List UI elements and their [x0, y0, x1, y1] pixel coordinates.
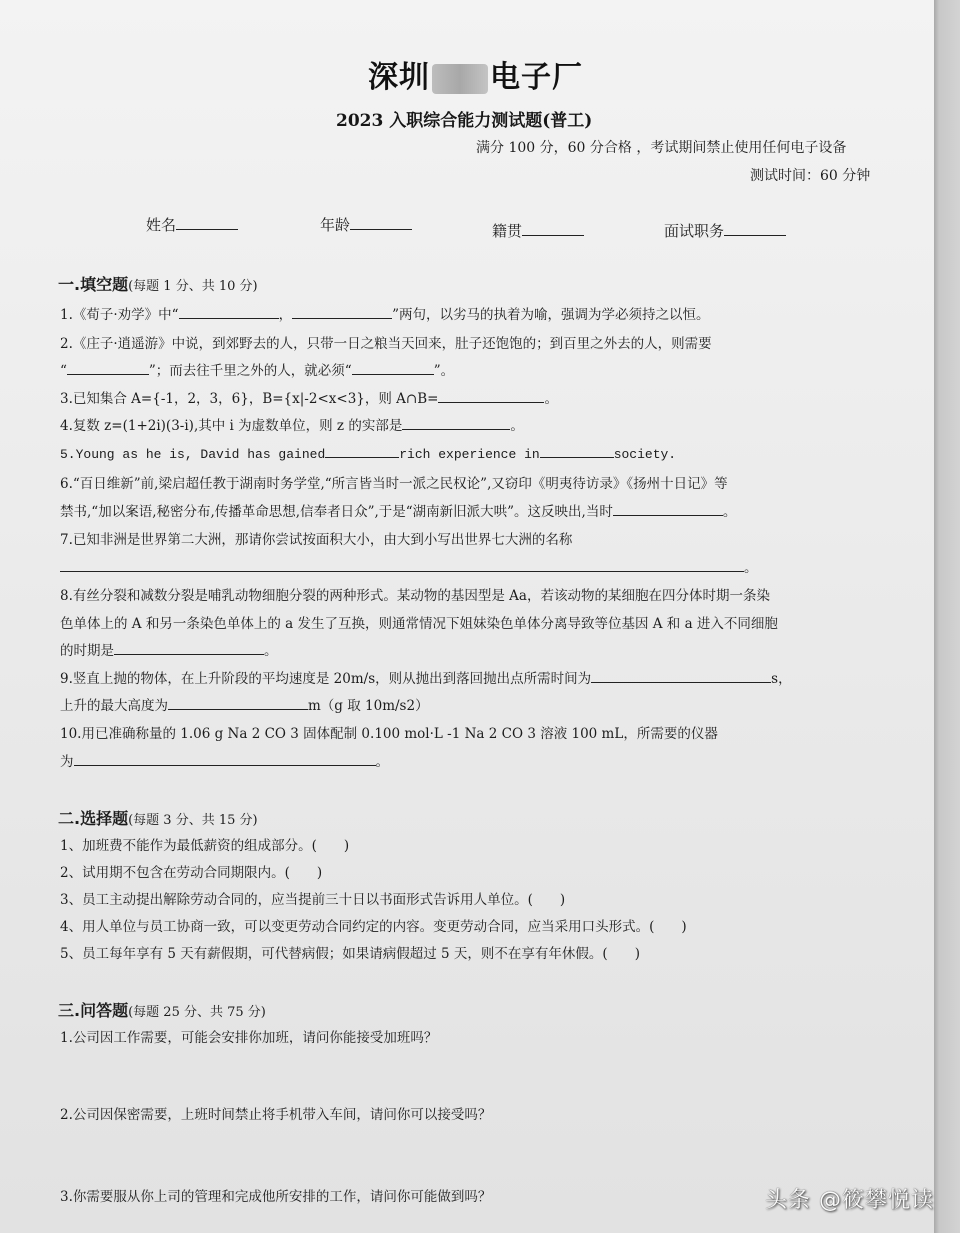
choice-question-2[interactable]: 2、试用期不包含在劳动合同期限内。( ) [60, 865, 323, 881]
company-name-suffix: 电子厂 [490, 60, 583, 95]
fill-question-9-line2 [60, 694, 429, 714]
company-name-prefix: 深圳 [368, 60, 430, 95]
fill-question-10-line1: 10.用已准确称量的 1.06 g Na 2 CO 3 固体配制 0.100 mol·L -1 Na 2 CO 3 溶液 100 mL，所需要的仪器 [60, 726, 718, 742]
exam-title: 2023 入职综合能力测试题(普工) [336, 111, 593, 131]
section-3-header [58, 998, 266, 1021]
fill-question-3 [60, 387, 558, 407]
field-hometown[interactable] [492, 220, 584, 241]
field-blank[interactable] [350, 215, 412, 230]
answer-blank[interactable] [352, 360, 434, 375]
answer-blank[interactable] [325, 443, 399, 458]
question-text: 。 [264, 643, 278, 659]
fill-question-6-line1: 6.“百日维新”前,梁启超任教于湖南时务学堂,“所言皆当时一派之民权论”,又窃印《明夷待访录》《扬州十日记》等 [60, 476, 728, 492]
field-label: 面试职务 [664, 222, 725, 240]
choice-question-3[interactable]: 3、员工主动提出解除劳动合同的，应当提前三十日以书面形式告诉用人单位。( ) [60, 892, 566, 908]
fill-question-6-line2 [60, 500, 736, 520]
exam-duration: 测试时间：60 分钟 [750, 168, 871, 184]
fill-question-2-line1: 2.《庄子·逍遥游》中说，到郊野去的人，只带一日之粮当天回来，肚子还饱饱的；到百里之外去的人，则需要 [60, 336, 712, 352]
answer-blank[interactable] [613, 501, 723, 516]
question-text: 9.竖直上抛的物体，在上升阶段的平均速度是 20m/s，则从抛出到落回抛出点所需时间为 [60, 671, 592, 687]
field-position[interactable] [664, 220, 786, 241]
question-text: 3.已知集合 A={-1，2，3，6}，B={x|-2<x<3}，则 A∩B= [60, 391, 439, 407]
exam-rules: 满分 100 分，60 分合格 ，考试期间禁止使用任何电子设备 [476, 140, 847, 156]
section-note: (每题 25 分、共 75 分) [128, 1005, 266, 1020]
answer-blank[interactable] [67, 360, 149, 375]
company-name [368, 52, 583, 96]
essay-question-1: 1.公司因工作需要，可能会安排你加班，请问你能接受加班吗？ [60, 1030, 438, 1046]
field-blank[interactable] [724, 221, 786, 236]
question-text: ”两句，以劣马的执着为喻，强调为学必须持之以恒。 [392, 307, 710, 323]
fill-question-10-line2 [60, 750, 389, 770]
answer-blank[interactable] [114, 640, 264, 655]
essay-question-2: 2.公司因保密需要，上班时间禁止将手机带入车间，请问你可以接受吗？ [60, 1107, 492, 1123]
field-name[interactable] [146, 214, 238, 235]
question-text: 为 [60, 754, 74, 770]
fill-question-8-line2: 色单体上的 A 和另一条染色单体上的 a 发生了互换，则通常情况下姐妹染色单体分离导致等位基因 A 和 a 进入不同细胞 [60, 616, 778, 632]
question-text: 。 [510, 418, 524, 434]
section-title: 二.选择题 [58, 809, 129, 828]
question-text: rich experience in [399, 447, 540, 462]
question-text: “ [60, 363, 67, 379]
fill-question-7-line1: 7.已知非洲是世界第二大洲，那请你尝试按面积大小，由大到小写出世界七大洲的名称 [60, 532, 573, 548]
fill-question-1 [60, 303, 709, 323]
question-text: m（g 取 10m/s2） [308, 698, 429, 714]
question-text: ”；而去往千里之外的人，就必须“ [148, 363, 352, 379]
question-text: 1.《荀子·劝学》中“ [60, 307, 179, 323]
fill-question-7-line2 [60, 556, 758, 576]
fill-question-8-line3 [60, 639, 278, 659]
fill-question-8-line1: 8.有丝分裂和减数分裂是哺乳动物细胞分裂的两种形式。某动物的基因型是 Aa，若该动物的某细胞在四分体时期一条染 [60, 588, 770, 604]
field-age[interactable] [320, 214, 412, 235]
answer-blank[interactable] [60, 557, 744, 572]
question-text: s， [771, 671, 792, 687]
question-text: 。 [375, 754, 389, 770]
question-text: 上升的最大高度为 [60, 698, 168, 714]
question-text: 5.Young as he is, David has gained [60, 447, 326, 462]
section-title: 三.问答题 [58, 1001, 129, 1020]
answer-blank[interactable] [591, 668, 771, 683]
fill-question-5 [60, 443, 676, 462]
field-label: 姓名 [146, 216, 177, 234]
section-2-header [58, 806, 258, 829]
choice-question-1[interactable]: 1、加班费不能作为最低薪资的组成部分。( ) [60, 838, 350, 854]
answer-blank[interactable] [540, 443, 614, 458]
question-text: 。 [544, 391, 558, 407]
essay-question-3: 3.你需要服从你上司的管理和完成他所安排的工作，请问你可能做到吗？ [60, 1189, 492, 1205]
field-label: 籍贯 [492, 222, 523, 240]
question-text: ”。 [433, 363, 455, 379]
question-text: ， [278, 307, 293, 323]
fill-question-4 [60, 414, 524, 434]
fill-question-2-line2 [60, 359, 454, 379]
question-text: 的时期是 [60, 643, 114, 659]
redacted-block [432, 64, 488, 94]
answer-blank[interactable] [74, 751, 376, 766]
answer-blank[interactable] [168, 695, 308, 710]
answer-blank[interactable] [402, 415, 510, 430]
answer-blank[interactable] [292, 304, 392, 319]
section-1-header [58, 272, 258, 295]
section-note: (每题 1 分、共 10 分) [128, 279, 258, 294]
section-title: 一.填空题 [58, 275, 129, 294]
question-text: 禁书,“加以案语,秘密分布,传播革命思想,信奉者日众”,于是“湖南新旧派大哄”。这反映出,当时 [60, 504, 613, 520]
question-text: 4.复数 z=(1+2i)(3-i),其中 i 为虚数单位，则 z 的实部是 [60, 418, 403, 434]
answer-blank[interactable] [438, 388, 544, 403]
fill-question-9-line1 [60, 667, 792, 687]
question-text: 。 [722, 504, 737, 520]
question-text: 。 [744, 560, 758, 576]
field-blank[interactable] [522, 221, 584, 236]
answer-blank[interactable] [179, 304, 279, 319]
paper-edge-shadow [934, 0, 960, 1233]
field-label: 年龄 [320, 216, 351, 234]
question-text: society. [613, 447, 677, 462]
choice-question-4[interactable]: 4、用人单位与员工协商一致，可以变更劳动合同约定的内容。变更劳动合同，应当采用口头形式。( ) [60, 919, 687, 935]
field-blank[interactable] [176, 215, 238, 230]
section-note: (每题 3 分、共 15 分) [128, 813, 258, 828]
choice-question-5[interactable]: 5、员工每年享有 5 天有薪假期，可代替病假；如果请病假超过 5 天，则不在享有年休假。( ) [60, 946, 640, 962]
watermark: 头条 @筱攀悦读 [765, 1188, 934, 1213]
